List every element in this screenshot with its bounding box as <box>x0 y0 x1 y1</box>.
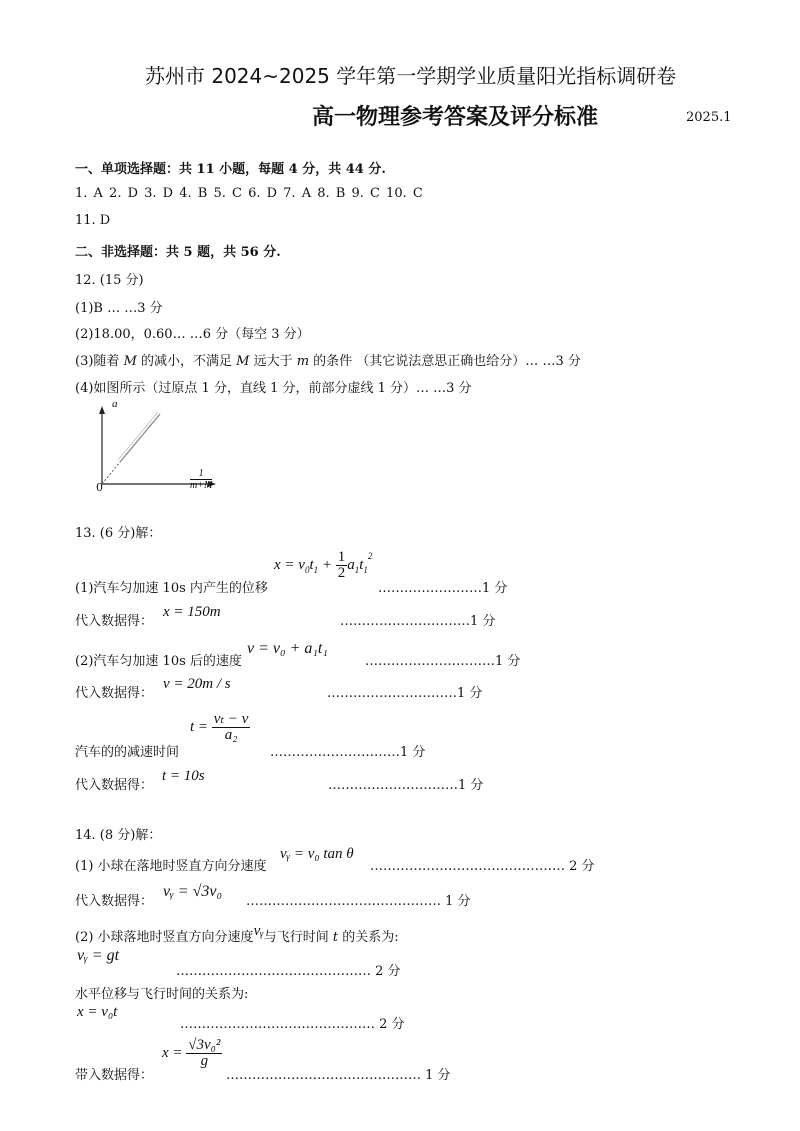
fit-line <box>120 414 160 462</box>
q13-row5-formula <box>190 712 250 743</box>
q14-row7-formula <box>162 1038 222 1069</box>
q13-row5-score: …………………………1 分 <box>270 745 426 760</box>
q14-row3-t: t <box>332 930 339 945</box>
q14-row3-c: 的关系为: <box>338 930 399 945</box>
q13-row3-score: …………………………1 分 <box>365 654 521 669</box>
q13-f1-sup2: 2 <box>367 550 373 561</box>
q13-f1-sub1c: 1 <box>363 564 368 575</box>
q13-f1-sub0: 0 <box>304 564 310 575</box>
q12-part2: (2)18.00，0.60… …6 分（每空 3 分） <box>75 327 310 342</box>
q13-f1-a: a <box>347 556 355 573</box>
q14-row3-text <box>75 923 399 946</box>
q14-row1-score: ……………………………………… 2 分 <box>370 859 595 874</box>
half-den: 2 <box>337 565 346 581</box>
exam-title: 苏州市 2024~2025 学年第一学期学业质量阳光指标调研卷 <box>145 64 677 88</box>
q13-f5-lhs: t = <box>190 718 209 735</box>
q14-row3-b: 与飞行时间 <box>263 930 333 945</box>
q12-title: 12. (15 分) <box>75 273 144 288</box>
answers-row1: 1. A 2. D 3. D 4. B 5. C 6. D 7. A 8. B 9. C 10. C <box>75 186 423 201</box>
y-axis-arrow <box>99 406 105 414</box>
q13-f1-sub1b: 1 <box>354 564 360 575</box>
q14-row6-score: ……………………………………… 2 分 <box>180 1017 405 1032</box>
q14-row7-text: 带入数据得： <box>75 1068 154 1083</box>
q14-row1-text: (1) 小球在落地时竖直方向分速度 <box>75 859 267 874</box>
q13-f5-num: vₜ − v <box>213 711 249 727</box>
q14-row2-formula: vᵧ = √3v₀ <box>163 883 223 900</box>
q14-row6-formula: x = v₀t <box>77 1004 118 1020</box>
q12-part3-a: (3)随着 <box>75 354 124 369</box>
graph-x-label-den: m+M <box>190 480 213 491</box>
q13-row2-formula: x = 150m <box>163 604 221 620</box>
q13-row2-score: …………………………1 分 <box>340 614 496 629</box>
q12-part4: (4)如图所示（过原点 1 分，直线 1 分，前部分虚线 1 分）… …3 分 <box>75 381 472 396</box>
q13-row1-score: ……………………1 分 <box>378 581 508 596</box>
q13-f5-den: a₂ <box>224 727 238 743</box>
page-title: 高一物理参考答案及评分标准 <box>312 105 599 130</box>
answers-row2: 11. D <box>75 213 111 228</box>
q12-part3-c: 远大于 <box>249 354 297 369</box>
q12-part3 <box>75 350 581 369</box>
q13-f5-fraction <box>212 712 251 743</box>
half-num: 1 <box>337 549 346 565</box>
q14-row3-var: vᵧ <box>253 923 264 939</box>
q13-row6-formula: t = 10s <box>162 768 205 784</box>
q13-f1-sub1: 1 <box>313 564 319 575</box>
q13-title: 13. (6 分)解： <box>75 526 162 541</box>
q13-row1-text: (1)汽车匀加速 10s 内产生的位移 <box>75 581 268 596</box>
graph-x-label-num: 1 <box>190 468 212 480</box>
q12-part3-b: 的减小，不满足 <box>136 354 237 369</box>
q13-row2-text: 代入数据得： <box>75 614 154 629</box>
q14-f7-num: √3v₀² <box>188 1037 221 1053</box>
q14-row4-formula: vᵧ = gt <box>77 947 120 964</box>
q13-f1-t2: t <box>359 556 364 573</box>
section1-heading: 一、单项选择题：共 11 小题，每题 4 分，共 44 分. <box>75 162 386 177</box>
q14-f7-fraction <box>186 1038 222 1069</box>
var-M: M <box>236 354 250 369</box>
graph-origin-label: 0 <box>96 481 103 494</box>
q13-row4-text: 代入数据得： <box>75 686 154 701</box>
q13-formula-displacement <box>274 550 372 581</box>
q14-row7-score: ……………………………………… 1 分 <box>226 1068 451 1083</box>
q13-row5-text: 汽车的的减速时间 <box>75 745 180 760</box>
q13-row6-text: 代入数据得： <box>75 778 154 793</box>
q14-row2-text: 代入数据得： <box>75 894 154 909</box>
var-m: m <box>296 354 310 369</box>
q14-f7-den: g <box>200 1053 209 1069</box>
q14-title: 14. (8 分)解： <box>75 828 162 843</box>
q13-row3-formula: v = v₀ + a₁t₁ <box>247 640 328 657</box>
graph-y-label: a <box>112 398 118 410</box>
q13-f1-lhs: x = v <box>274 556 305 573</box>
q13-f1-plus: + <box>318 556 336 573</box>
half-fraction <box>336 550 348 581</box>
fit-line-shadow <box>118 412 158 460</box>
q12-part3-d: 的条件 （其它说法意思正确也给分）… …3 分 <box>309 354 581 369</box>
q13-row6-score: …………………………1 分 <box>328 778 484 793</box>
q13-row4-score: …………………………1 分 <box>327 686 483 701</box>
q14-row4-score: ……………………………………… 2 分 <box>176 964 401 979</box>
q13-row3-text: (2)汽车匀加速 10s 后的速度 <box>75 654 242 669</box>
var-M: M <box>123 354 137 369</box>
q14-row3-a: (2) 小球落地时竖直方向分速度 <box>75 930 254 945</box>
q13-f1-t: t <box>309 556 314 573</box>
q14-row1-formula: vᵧ = v₀ tan θ <box>280 846 354 862</box>
section2-heading: 二、非选择题：共 5 题，共 56 分. <box>75 245 281 260</box>
q13-row4-formula: v = 20m / s <box>163 676 231 692</box>
q14-row5-text: 水平位移与飞行时间的关系为: <box>75 987 249 1002</box>
date-label: 2025.1 <box>686 110 732 125</box>
dashed-segment <box>102 462 120 484</box>
graph-x-label <box>190 468 212 491</box>
q14-f7-lhs: x = <box>162 1044 183 1061</box>
q14-row2-score: ……………………………………… 1 分 <box>246 894 471 909</box>
q12-part1: (1)B … …3 分 <box>75 301 163 316</box>
